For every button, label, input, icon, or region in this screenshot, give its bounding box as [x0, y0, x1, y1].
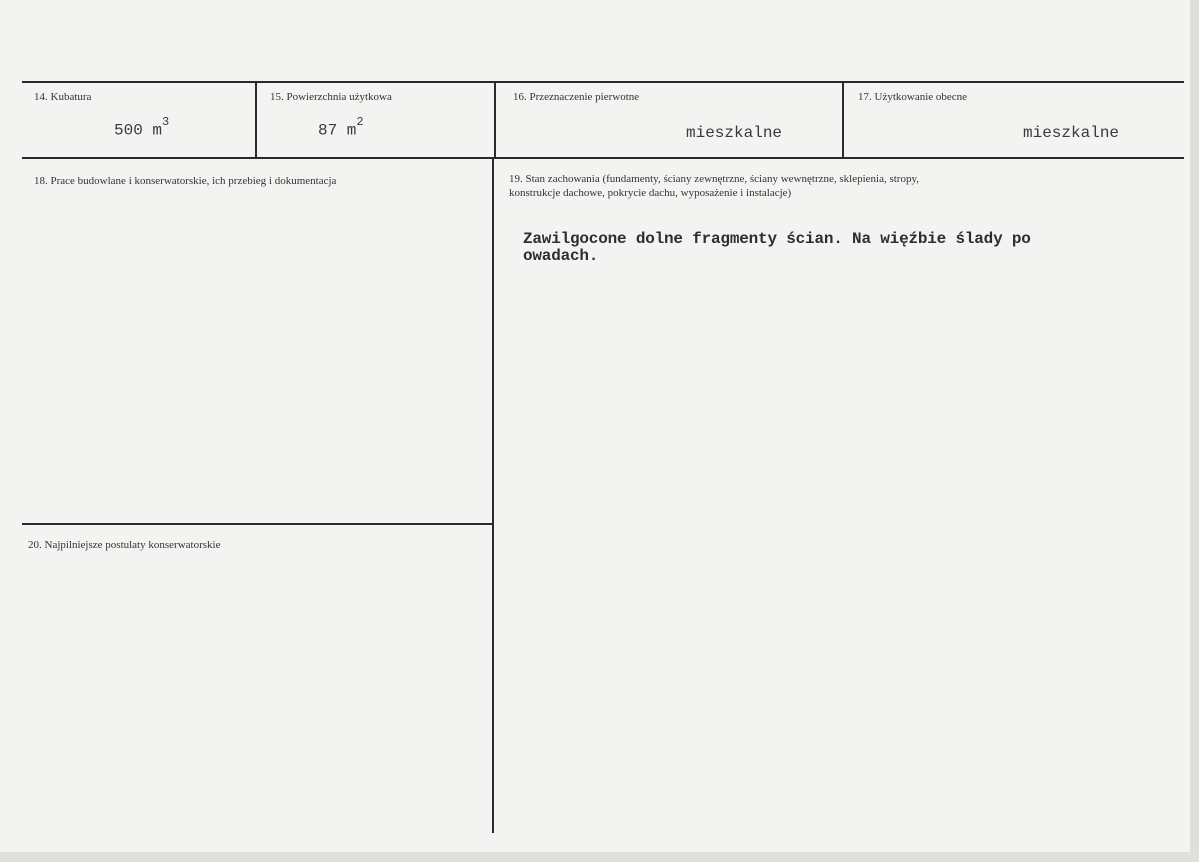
divider-14-15 — [255, 82, 257, 158]
field-17-label: 17. Użytkowanie obecne — [858, 91, 968, 103]
field-20-label: 20. Najpilniejsze postulaty konserwatorskie — [28, 539, 221, 551]
field-18-label: 18. Prace budowlane i konserwatorskie, ich przebieg i dokumentacja — [34, 175, 337, 187]
field-19-text-line2: owadach. — [523, 247, 599, 265]
top-rule — [22, 81, 1184, 83]
divider-18-20 — [22, 523, 492, 525]
field-15-number: 87 m — [318, 121, 357, 140]
field-19-text-line1: Zawilgocone dolne fragmenty ścian. Na więźbie ślady po — [523, 230, 1031, 248]
scan-edge-bottom — [0, 852, 1199, 862]
row1-bottom-rule — [22, 157, 1184, 159]
field-14-value — [114, 115, 170, 140]
field-16-value: mieszkalne — [686, 124, 783, 142]
divider-16-17 — [842, 82, 844, 158]
field-19-label-line1: 19. Stan zachowania (fundamenty, ściany zewnętrzne, ściany wewnętrzne, sklepienia, stropy, — [509, 173, 920, 185]
field-17-value: mieszkalne — [1023, 124, 1120, 142]
field-14-label: 14. Kubatura — [34, 91, 92, 103]
field-15-value — [318, 115, 364, 140]
field-15-exponent: 2 — [356, 115, 364, 129]
field-19-label-line2: konstrukcje dachowe, pokrycie dachu, wyposażenie i instalacje) — [509, 187, 792, 199]
divider-15-16 — [494, 82, 496, 158]
divider-main — [492, 158, 494, 833]
scan-edge-right — [1190, 0, 1199, 862]
field-14-exponent: 3 — [162, 115, 170, 129]
field-15-label: 15. Powierzchnia użytkowa — [270, 91, 392, 103]
field-16-label: 16. Przeznaczenie pierwotne — [513, 91, 640, 103]
field-14-number: 500 m — [114, 121, 163, 140]
